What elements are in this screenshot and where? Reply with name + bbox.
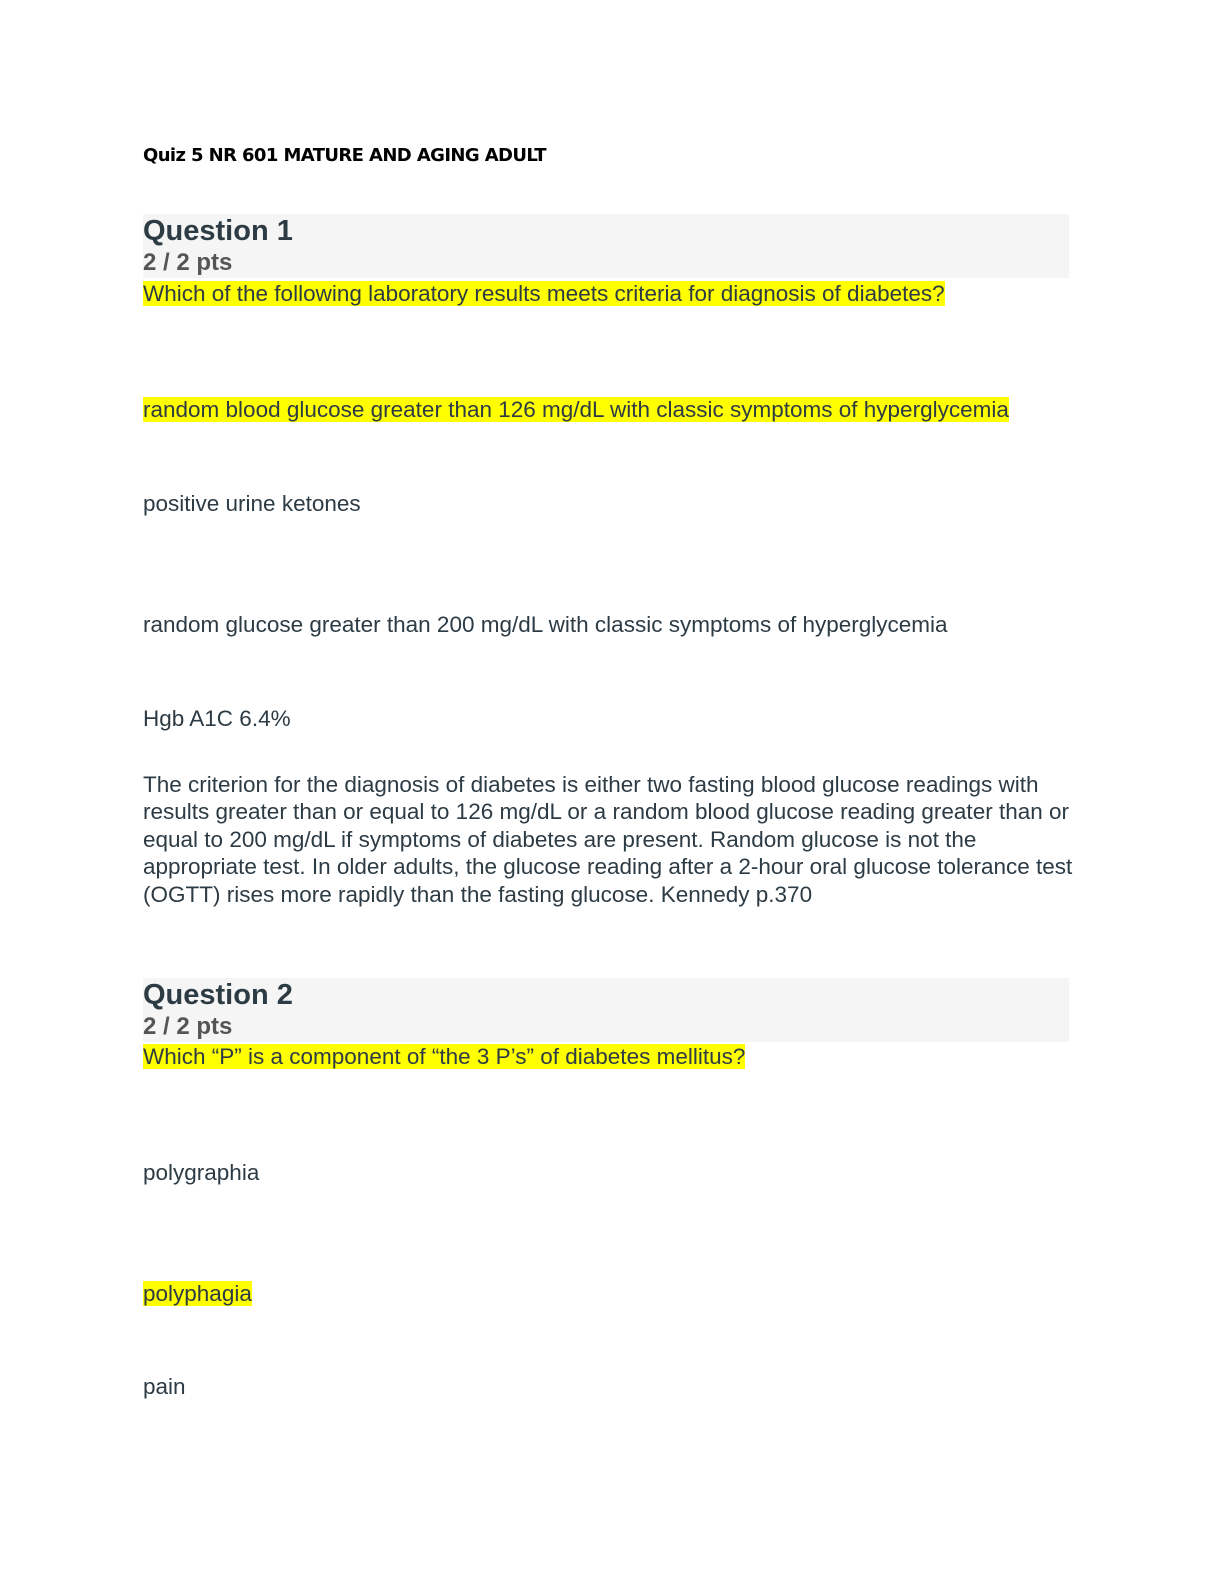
document-title: Quiz 5 NR 601 MATURE AND AGING ADULT [143, 145, 546, 166]
question-1-option-3[interactable] [143, 611, 948, 639]
question-1-title: Question 1 [143, 215, 293, 247]
question-2-prompt-text: Which “P” is a component of “the 3 P’s” of diabetes mellitus? [143, 1044, 746, 1069]
question-1-prompt-text: Which of the following laboratory results meets criteria for diagnosis of diabetes? [143, 281, 945, 306]
question-2-option-1[interactable] [143, 1159, 259, 1187]
question-1-explanation: The criterion for the diagnosis of diabetes is either two fasting blood glucose readings with results greater than or equal to 126 mg/dL or a random blood glucose reading greater than or equal to 200 mg/dL if symptoms of diabetes are present. Random glucose is not the appropriate test. In older adults, the glucose reading after a 2-hour oral glucose tolerance test (OGTT) rises more rapidly than the fasting glucose. Kennedy p.370 [143, 772, 1073, 907]
question-2-title: Question 2 [143, 979, 293, 1011]
question-2-option-3[interactable] [143, 1373, 186, 1401]
question-1-option-4[interactable] [143, 705, 291, 733]
question-1-option-4-label: Hgb A1C 6.4% [143, 706, 291, 731]
question-1-option-1[interactable] [143, 396, 1009, 424]
question-1-option-2-label: positive urine ketones [143, 491, 361, 516]
question-2-prompt [143, 1043, 745, 1071]
question-1-header [143, 214, 1069, 278]
question-1-option-2[interactable] [143, 490, 361, 518]
question-2-option-3-label: pain [143, 1374, 186, 1399]
question-2-header [143, 978, 1069, 1042]
question-2-option-2-label: polyphagia [143, 1281, 252, 1306]
question-1-points: 2 / 2 pts [143, 249, 233, 276]
question-2-option-2[interactable] [143, 1280, 252, 1308]
question-2-option-1-label: polygraphia [143, 1160, 260, 1185]
question-1-option-3-label: random glucose greater than 200 mg/dL with classic symptoms of hyperglycemia [143, 612, 948, 637]
question-1-option-1-label: random blood glucose greater than 126 mg/dL with classic symptoms of hyperglycemia [143, 397, 1009, 422]
question-1-prompt [143, 280, 945, 308]
question-2-points: 2 / 2 pts [143, 1013, 233, 1040]
